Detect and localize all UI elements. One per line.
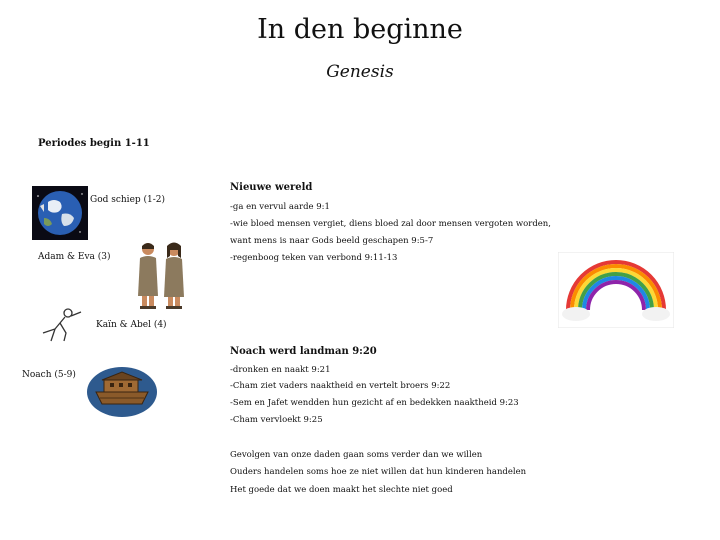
slide-title: In den beginne xyxy=(257,14,463,45)
body-outline-icon xyxy=(38,305,88,345)
block1-line: want mens is naar Gods beeld geschapen 9:5-7 xyxy=(230,236,434,246)
slide-subtitle: Genesis xyxy=(326,62,394,82)
block1-heading: Nieuwe wereld xyxy=(230,182,313,193)
block2-line: -Cham ziet vaders naaktheid en vertelt broers 9:22 xyxy=(230,381,451,391)
rainbow-icon xyxy=(558,252,674,328)
earth-icon xyxy=(32,186,88,240)
left-item-noach: Noach (5-9) xyxy=(22,370,76,380)
section-heading: Periodes begin 1-11 xyxy=(38,138,150,149)
block1-line: -wie bloed mensen vergiet, diens bloed zal door mensen vergoten worden, xyxy=(230,219,551,229)
left-item-kain-abel: Kaïn & Abel (4) xyxy=(96,320,167,330)
block2-heading: Noach werd landman 9:20 xyxy=(230,346,377,357)
block2-line: -dronken en naakt 9:21 xyxy=(230,365,331,375)
block1-line: -regenboog teken van verbond 9:11-13 xyxy=(230,253,398,263)
block2-line: -Sem en Jafet wendden hun gezicht af en bedekken naaktheid 9:23 xyxy=(230,398,519,408)
left-item-adam-eva: Adam & Eva (3) xyxy=(38,252,111,262)
block3-line: Gevolgen van onze daden gaan soms verder dan we willen xyxy=(230,450,483,460)
adam-eve-icon xyxy=(134,240,188,312)
block3-line: Het goede dat we doen maakt het slechte niet goed xyxy=(230,485,453,495)
left-item-god-schiep: God schiep (1-2) xyxy=(90,195,166,205)
block1-line: -ga en vervul aarde 9:1 xyxy=(230,202,330,212)
block2-line: -Cham vervloekt 9:25 xyxy=(230,415,323,425)
ark-icon xyxy=(86,362,158,418)
block3-line: Ouders handelen soms hoe ze niet willen dat hun kinderen handelen xyxy=(230,467,527,477)
